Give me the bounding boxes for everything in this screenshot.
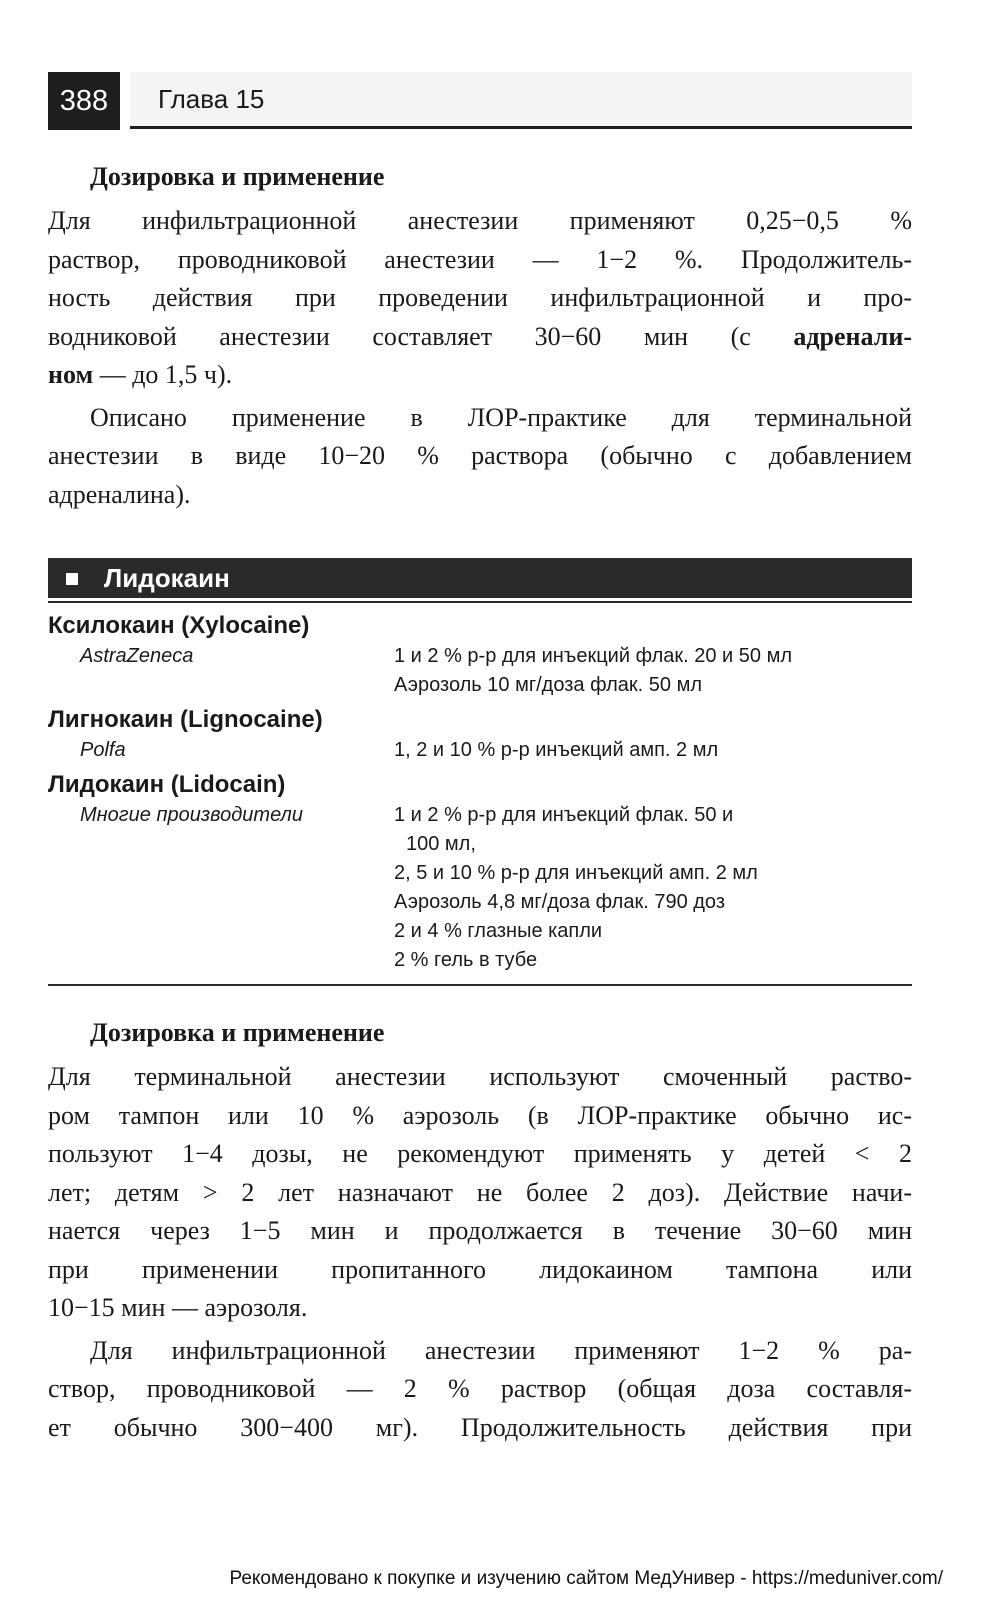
manufacturer: AstraZeneca [80,645,194,667]
manufacturer: Polfa [80,739,126,761]
text-line: Описано применение в ЛОР-практике для терминальной [90,402,912,432]
section-subtitle: Дозировка и применение [90,162,385,191]
text-line: раствор, проводниковой анестезии — 1−2 %. Продолжитель- [48,244,912,274]
dosage-form: Аэрозоль 4,8 мг/доза флак. 790 доз [394,891,725,913]
dosage-form: 1, 2 и 10 % р-р инъекций амп. 2 мл [394,739,719,761]
dosage-form: 1 и 2 % р-р для инъекций флак. 20 и 50 мл [394,645,792,667]
page-header [48,72,912,130]
dosage-form: 2, 5 и 10 % р-р для инъекций амп. 2 мл [394,862,758,884]
dosage-form: Аэрозоль 10 мг/доза флак. 50 мл [394,674,702,696]
paragraph [48,399,912,515]
text-line: Для инфильтрационной анестезии применяют 1−2 % ра- [90,1335,912,1365]
text-line: ность действия при проведении инфильтрационной и про- [48,283,912,312]
manufacturer: Многие производители [80,804,303,826]
text-line: ет обычно 300−400 мг). Продолжительность действия при [48,1412,912,1442]
text-line: ром тампон или 10 % аэрозоль (в ЛОР-практике обычно ис- [48,1100,912,1130]
text-line: лет; детям > 2 лет назначают не более 2 доз). Действие начи- [48,1177,912,1207]
dosage-form: 1 и 2 % р-р для инъекций флак. 50 и [394,804,734,826]
chapter-title: Глава 15 [158,84,265,114]
paragraph [48,202,912,395]
entry-row [48,736,912,765]
divider [48,984,912,986]
text-line: при применении пропитанного лидокаином тампона или [48,1254,912,1284]
entry-row [48,642,912,700]
brand-name: Лидокаин (Lidocain) [48,771,286,798]
brand-name: Ксилокаин (Xylocaine) [48,612,310,639]
entry-row [48,801,912,975]
drug-section-header [48,558,912,598]
paragraph [48,1332,912,1448]
section-dosage-1 [48,158,912,514]
dosage-form: 2 и 4 % глазные капли [394,920,603,942]
footer-note: Рекомендовано к покупке и изучению сайтом МедУнивер - https://meduniver.com/ [229,1568,943,1589]
text-line [48,356,912,395]
paragraph [48,1058,912,1328]
text-line: створ, проводниковой — 2 % раствор (общая доза составля- [48,1374,912,1403]
text-line: Для инфильтрационной анестезии применяют 0,25−0,5 % [48,206,912,235]
drug-entry [48,704,912,765]
text-line: адреналина). [48,479,191,509]
chapter-band [130,72,912,129]
dosage-forms [394,736,912,765]
section-subtitle: Дозировка и применение [90,1018,385,1047]
page-number: 388 [48,72,120,130]
text-line: пользуют 1−4 дозы, не рекомендуют применять у детей < 2 [48,1139,912,1168]
bold-term: ном [48,360,94,389]
text-segment: — до 1,5 ч). [93,360,233,389]
section-dosage-2 [48,1014,912,1447]
divider [48,601,912,603]
drug-entry [48,769,912,975]
dosage-forms [394,801,912,975]
text-segment: водниковой анестезии составляет 30−60 мин (с [48,321,794,351]
drug-table [48,606,912,975]
bold-term: адренали- [793,321,912,351]
bullet-square-icon [66,573,78,585]
dosage-form: 2 % гель в тубе [394,949,538,971]
dosage-form: 100 мл, [406,833,476,855]
text-line: анестезии в виде 10−20 % раствора (обычно с добавлением [48,441,912,470]
text-line: Для терминальной анестезии используют смоченный раство- [48,1062,912,1091]
drug-entry [48,610,912,700]
brand-name: Лигнокаин (Lignocaine) [48,706,323,733]
text-line: 10−15 мин — аэрозоля. [48,1293,308,1322]
text-line: нается через 1−5 мин и продолжается в течение 30−60 мин [48,1216,912,1245]
text-line [48,318,912,357]
drug-title: Лидокаин [104,563,230,593]
dosage-forms [394,642,912,700]
